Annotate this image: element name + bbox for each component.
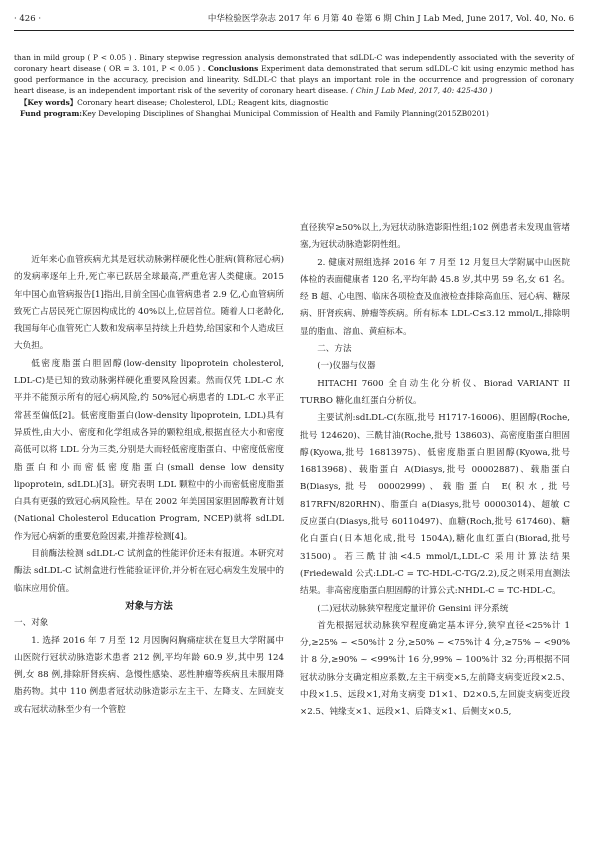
subjects-paragraph-1: 1. 选择 2016 年 7 月至 12 月因胸闷胸痛症状在复旦大学附属中山医院行冠状动脉造影术患者 212 例,平均年龄 60.9 岁,其中男 124 例,女 88 例,排除肝肾疾病、急慢性感染、恶性肿瘤等疾病且未服用降脂药物。其中 110 例患者冠状动脉造影示左主干、左降支、左回旋支或右冠状动脉至少有一个管腔 xyxy=(14,635,284,715)
instruments-paragraph: HITACHI 7600 全自动生化分析仪、Biorad VARIANT II TURBO 糖化血红蛋白分析仪。 xyxy=(300,378,570,406)
left-column xyxy=(14,252,284,719)
fund-text: Key Developing Disciplines of Shanghai Municipal Commission of Health and Family Planning(2015ZB0201) xyxy=(82,109,489,119)
subjects-paragraph-2: 2. 健康对照组选择 2016 年 7 月至 12 月复旦大学附属中山医院体检的表面健康者 120 名,平均年龄 45.8 岁,其中男 59 名,女 61 名。经 B 超、心电图、临床各项检查及血液检查排除高血压、冠心病、糖尿病、肝肾疾病、肿瘤等疾病。所有标本 LDL-C≤3.12 mmol/L,排除明显的脂血、溶血、黄疸标本。 xyxy=(300,257,570,337)
subjects-paragraph-cont: 直径狭窄≥50%以上,为冠状动脉造影阳性组;102 例患者未发现血管堵塞,为冠状动脉造影阴性组。 xyxy=(300,223,570,251)
keywords-label: 【Key words】 xyxy=(20,98,78,108)
intro-paragraph-1: 近年来心血管疾病尤其是冠状动脉粥样硬化性心脏病(简称冠心病)的发病率逐年上升,死亡率已跃居全球最高,严重危害人类健康。2015 年中国心血管病报告[1]指出,目前全国心血管病患者 2.9 亿,心血管病所致死亡占居民死亡原因构成比的 40%以上,位居首位。随着人口老龄化,我国每年心血管死亡人数和发病率呈持续上升趋势,给国家和个人造成巨大负担。 xyxy=(14,255,284,352)
journal-running-head: 中华检验医学杂志 2017 年 6 月第 40 卷第 6 期 Chin J Lab Med, June 2017, Vol. 40, No. 6 xyxy=(207,14,574,24)
subsection-methods: 二、方法 xyxy=(317,344,352,355)
fund-program xyxy=(14,108,574,119)
right-column xyxy=(300,220,570,722)
intro-paragraph-2: 低密度脂蛋白胆固醇(low-density lipoprotein cholesterol, LDL-C)是已知的致动脉粥样硬化重要风险因素。然而仅凭 LDL-C 水平并不能预示所有的冠心病风险,约 50%冠心病患者的 LDL-C 水平正常甚至偏低[2]。低密度脂蛋白(low-density lipoprotein, LDL)具有异质性,由大小、密度和化学组成各异的颗粒组成,根据直径大小和密度高低可以将 LDL 分为三类,分别是大而轻低密度脂蛋白、中密度低密度脂蛋白和小而密低密度脂蛋白(small dense low density lipoprotein, sdLDL)[3]。研究表明 LDL 颗粒中的小而密低密度脂蛋白具有更强的致冠心病风险性。早在 2002 年美国国家胆固醇教育计划(National Cholesterol Education Program, NCEP)就将 sdLDL 作为冠心病新的重要危险因素,并推荐检测[4]。 xyxy=(14,358,284,542)
conclusions-label: Conclusions xyxy=(208,64,259,74)
subsection-instruments: (一)仪器与仪器 xyxy=(317,361,376,372)
subsection-gensini: (二)冠状动脉狭窄程度定量评价 Gensini 评分系统 xyxy=(317,603,509,614)
section-title: 对象与方法 xyxy=(125,600,173,612)
subsection-subjects: 一、对象 xyxy=(14,618,49,629)
keywords xyxy=(14,97,574,108)
abstract-block xyxy=(14,52,574,120)
conclusions-text: Experiment data demonstrated that serum sdLDL-C kit using enzymic method has good performance in the accuracy, precision and linearity. SdLDL-C that plays an important role in the occurrence and progression of coronary heart disease, is an independent important risk of the severity of coronary heart disease. xyxy=(14,64,574,96)
page-header xyxy=(14,14,574,25)
keywords-text: Coronary heart disease; Cholesterol, LDL; Reagent kits, diagnostic xyxy=(77,98,329,108)
abstract-text: than in mild group ( P < 0.05 ) . Binary stepwise regression analysis demonstrated that sdLDL-C was independently associated with the severity of coronary heart disease ( OR = 3. 101, P < 0.05 ) . Conclusions Experiment data demonstrated that serum sdLDL-C kit using enzymic method has good performance in the accuracy, precision and linearity. SdLDL-C that plays an important role in the occurrence and progression of coronary heart disease, is an independent important risk of the severity of coronary heart disease. ( Chin J Lab Med, 2017, 40: 425-430 ) xyxy=(14,53,574,96)
gensini-paragraph: 首先根据冠状动脉狭窄程度确定基本评分,狭窄直径<25%计 1 分,≥25% ~ <50%计 2 分,≥50% ~ <75%计 4 分,≥75% ~ <90%计 8 分,≥90% ~ <99%计 16 分,99% ~ 100%计 32 分;再根据不同冠状动脉分支确定相应系数,左主干病变×5,左前降支病变近段×2.5、中段×1.5、远段×1,对角支病变 D1×1、D2×0.5,左回旋支病变近段×2.5、钝缘支×1、远段×1、后降支×1、后侧支×0.5, xyxy=(300,620,570,718)
header-divider xyxy=(14,30,574,31)
intro-paragraph-3: 目前酶法检测 sdLDL-C 试剂盒的性能评价还未有报道。本研究对酶法 sdLDL-C 试剂盒进行性能验证评价,并分析在冠心病发生发展中的临床应用价值。 xyxy=(14,549,284,594)
fund-label: Fund program: xyxy=(20,109,82,119)
citation: ( Chin J Lab Med, 2017, 40: 425-430 ) xyxy=(350,86,493,96)
reagents-paragraph: 主要试剂:sdLDL-C(东瓯,批号 H1717-16006)、胆固醇(Roche,批号 124620)、三酰甘油(Roche,批号 138603)、高密度脂蛋白胆固醇(Kyowa,批号 16813975)、低密度脂蛋白胆固醇(Kyowa,批号 16813968)、载脂蛋白 A(Diasys,批号 00002887)、载脂蛋白 B(Diasys,批号 00002999)、载脂蛋白 E(积水,批号 817RFN/820RHN)、脂蛋白 a(Diasys,批号 00003014)、超敏 C 反应蛋白(Diasys,批号 60110497)、血糖(Roch,批号 617460)、糖化白蛋白(日本旭化成,批号 1504A),糖化血红蛋白(Biorad,批号 31500)。若三酰甘油<4.5 mmol/L,LDL-C 采用计算法结果(Friedewald 公式:LDL-C = TC-HDL-C-TG/2.2),反之则采用直测法结果。非高密度脂蛋白胆固醇的计算公式:NHDL-C = TC-HDL-C。 xyxy=(300,413,570,597)
page-number: · 426 · xyxy=(14,14,42,24)
